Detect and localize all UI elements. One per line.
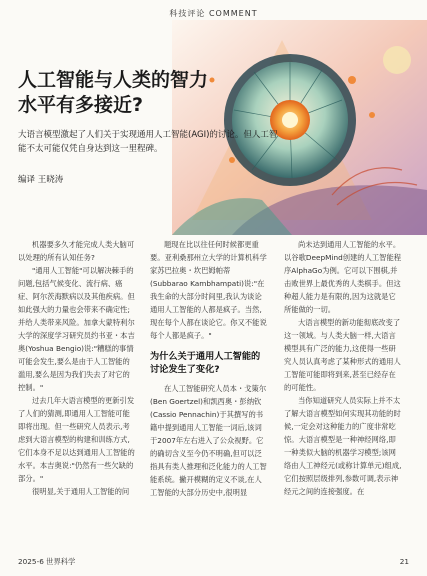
body-column-3 <box>284 238 402 498</box>
paragraph: "通用人工智能"可以解决棘手的问题,包括气候变化、流行病、癌症、阿尔茨海默病以及其他疾病。但如此强大的力量也会带来不确定性;并给人类带来风险。加拿大蒙特利尔大学的深度学习研究员约书亚・本吉奥(Yoshua Bengio)说:"糟糕的事情可能会发生,要么是由于人工智能的滥用,要么是因为我们失去了对它的控制。" <box>18 266 135 392</box>
paragraph: 尚未达到通用人工智能的水平。以谷歌DeepMind创建的人工智能程序AlphaGo为例。它可以下围棋,并击败世界上最优秀的人类棋手。但这种超人能力是有限的,因为这就是它所能做的一切。 <box>284 240 402 314</box>
article-title <box>18 68 228 118</box>
title-line-2: 水平有多接近? <box>18 94 144 116</box>
paragraph: 过去几年大语言模型的更新引发了人们的猜测,即通用人工智能可能即将出现。但一些研究人员表示,考虑到大语言模型的构建和训练方式,它们本身不足以达到通用人工智能的水平。本吉奥说:"仍然有一些欠缺的部分。" <box>18 396 135 483</box>
editor-credit: 编译 王晓涛 <box>18 175 64 185</box>
section-subheading: 为什么关于通用人工智能的讨论发生了变化? <box>150 351 261 375</box>
paragraph: 机器要多久才能完成人类大脑可以处理的所有认知任务? <box>18 240 135 262</box>
page-number: 21 <box>399 557 409 566</box>
paragraph: 在人工智能研究人员本・戈策尔(Ben Goertzel)和凯西奥・彭纳钦(Cassio Pennachin)于其撰写的书籍中提到通用人工智能一词后,该词于2007年左右进入了公众视野。它的确切含义至今仍不明确,但可以泛指具有类人推理和泛化能力的人工智能系统。撇开模糊的定义不谈,在人工智能的大部分历史中,很明显 <box>150 384 267 497</box>
paragraph: 大语言模型的新功能彻底改变了这一领域。与人类大脑一样,大语言模型具有广泛的能力,这使得一些研究人员认真考虑了某种形式的通用人工智能可能即将到来,甚至已经存在的可能性。 <box>284 318 401 392</box>
paragraph: 题现在比以往任何时候都更重要。亚利桑那州立大学的计算机科学家苏巴拉奥・坎巴姆帕蒂(Subbarao Kambhampati)说:"在我生命的大部分时间里,我认为谈论通用人工智能的人都是疯子。当然,现在每个人都在谈论它。你又不能说每个人都是疯子。" <box>150 240 267 340</box>
title-line-1: 人工智能与人类的智力 <box>18 69 209 91</box>
paragraph: 很明显,关于通用人工智能的问 <box>32 487 130 496</box>
article-lead: 大语言模型激起了人们关于实现通用人工智能(AGI)的讨论。但人工智能不太可能仅凭自身达到这一里程碑。 <box>18 130 278 154</box>
body-column-2 <box>150 238 268 499</box>
issue-label: 2025-6 世界科学 <box>18 557 76 566</box>
body-column-1 <box>18 238 136 498</box>
paragraph: 当你知道研究人员实际上并不太了解大语言模型如何实现其功能的时候,一定会对这种能力的广度非常吃惊。大语言模型是一种神经网络,即一种类似大脑的机器学习模型;该网络由人工神经元(或称计算单元)组成,它们按照层级排列,参数可调,表示神经元之间的连接强度。在 <box>284 396 402 496</box>
section-header: 科技评论 COMMENT <box>169 9 258 18</box>
